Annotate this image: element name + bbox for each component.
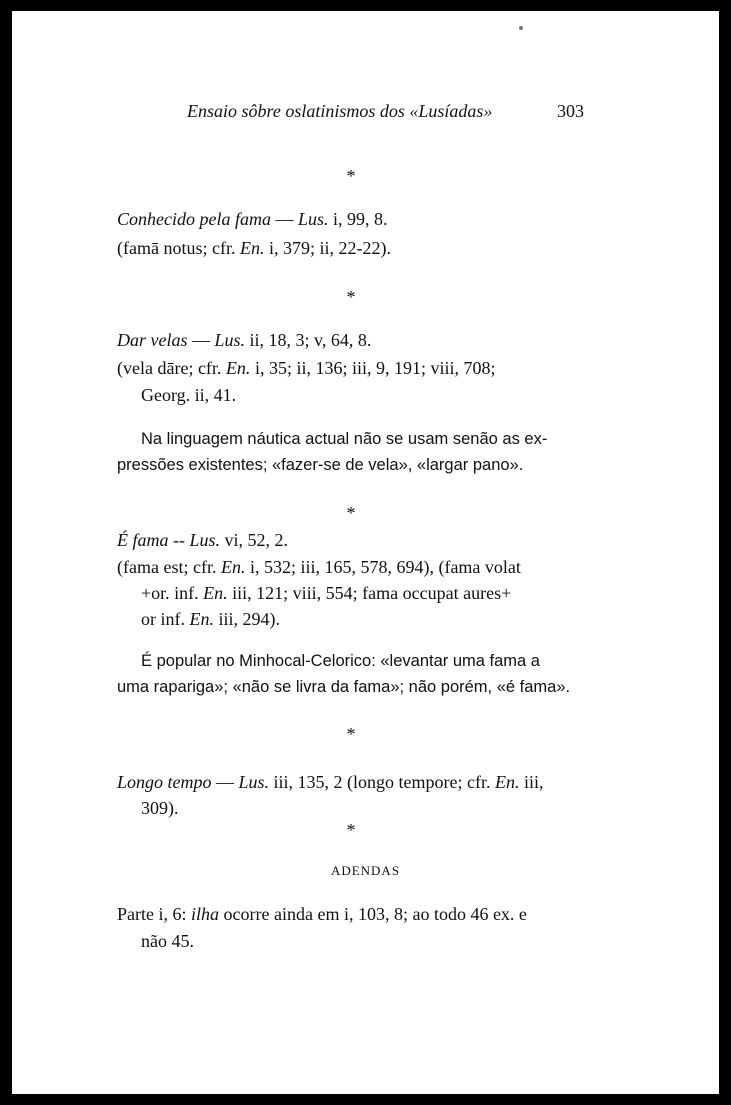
separator-star: *: [346, 287, 356, 307]
entry-ref: i, 99, 8.: [328, 209, 388, 229]
page-number: 303: [557, 101, 584, 121]
entry-ref: ii, 18, 3; v, 64, 8.: [245, 330, 372, 350]
entry-heading: [117, 531, 288, 549]
entry-comment: Na linguagem náutica actual não se usam senão as ex-: [141, 430, 548, 448]
addenda-text: não 45.: [141, 931, 194, 951]
addenda-text: Parte i, 6: ilha ocorre ainda em i, 103, 8; ao todo 46 ex. e: [117, 904, 527, 924]
entry-source: Lus.: [297, 209, 329, 229]
entry-citation: +or. inf. En. iii, 121; viii, 554; fama occupat aures+: [141, 583, 512, 603]
entry-ref: vi, 52, 2.: [220, 530, 289, 550]
running-header: Ensaio sôbre oslatinismos dos «Lusíadas»: [187, 101, 493, 121]
entry-dash: —: [211, 772, 239, 792]
entry-heading: [117, 210, 388, 228]
entry-dash: —: [187, 330, 215, 350]
entry-citation: or inf. En. iii, 294).: [141, 609, 280, 629]
entry-comment: É popular no Minhocal-Celorico: «levantar uma fama a: [141, 652, 540, 670]
entry-source: Lus.: [238, 772, 270, 792]
entry-source: Lus.: [189, 530, 221, 550]
entry-comment: uma rapariga»; «não se livra da fama»; não porém, «é fama».: [117, 678, 571, 696]
entry-citation: Georg. ii, 41.: [141, 385, 237, 405]
entry-comment: pressões existentes; «fazer-se de vela», «largar pano».: [117, 456, 524, 474]
addenda-title: ADENDAS: [330, 863, 401, 878]
separator-star: *: [346, 820, 356, 840]
entry-heading: Longo tempo — Lus. iii, 135, 2 (longo tempore; cfr. En. iii,: [117, 772, 544, 792]
entry-term: Dar velas: [117, 330, 188, 350]
entry-dash: --: [168, 530, 190, 550]
entry-term: Conhecido pela fama: [117, 209, 271, 229]
entry-citation: (famā notus; cfr. En. i, 379; ii, 22-22).: [117, 238, 391, 258]
entry-dash: —: [270, 209, 298, 229]
book-page: [12, 11, 719, 1094]
entry-source: Lus.: [214, 330, 246, 350]
page-speck: [519, 26, 523, 30]
separator-star: *: [346, 724, 356, 744]
entry-heading: [117, 331, 371, 349]
entry-ref: iii, 135, 2 (longo tempore; cfr.: [269, 772, 495, 792]
entry-term: É fama: [117, 530, 169, 550]
separator-star: *: [346, 166, 356, 186]
separator-star: *: [346, 503, 356, 523]
entry-citation: (fama est; cfr. En. i, 532; iii, 165, 578, 694), (fama volat: [117, 557, 521, 577]
entry-citation: 309).: [141, 798, 179, 818]
entry-term: Longo tempo: [117, 772, 212, 792]
entry-citation: (vela dāre; cfr. En. i, 35; ii, 136; iii, 9, 191; viii, 708;: [117, 358, 496, 378]
